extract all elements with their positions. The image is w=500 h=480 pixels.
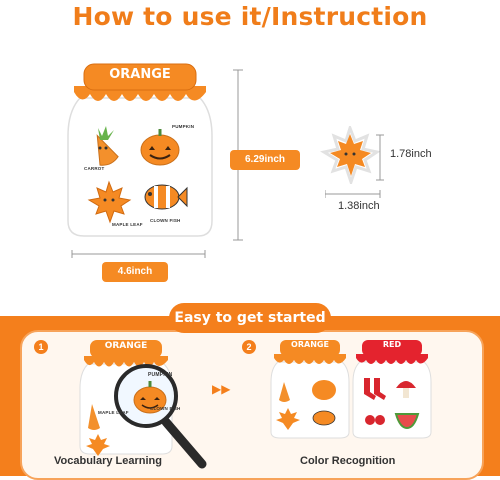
carrot-label: CARROT bbox=[84, 166, 105, 171]
big-jar-label: ORANGE bbox=[109, 67, 171, 82]
step2-orange-label: ORANGE bbox=[291, 340, 329, 349]
step-1-badge: 1 bbox=[34, 340, 48, 354]
caption-vocabulary: Vocabulary Learning bbox=[54, 455, 162, 467]
step-2-badge: 2 bbox=[242, 340, 256, 354]
arrow-icon: ▶▶ bbox=[212, 382, 231, 396]
step2-red-jar bbox=[350, 338, 434, 440]
page-title: How to use it/Instruction bbox=[72, 2, 428, 31]
leaf-height-label: 1.78inch bbox=[390, 148, 432, 160]
leaf-width-label: 1.38inch bbox=[338, 200, 380, 212]
mag-pumpkin-label: PUMPKIN bbox=[148, 372, 173, 378]
step2-orange-jar bbox=[268, 338, 352, 440]
width-badge: 4.6inch bbox=[102, 262, 168, 282]
mini-leaf-label: MAPLE LEAF bbox=[98, 410, 129, 415]
dimension-lines bbox=[60, 120, 240, 270]
leaf-dimension-lines bbox=[325, 130, 435, 210]
caption-color: Color Recognition bbox=[300, 455, 396, 467]
mag-fish-label: CLOWN FISH bbox=[150, 406, 181, 411]
height-badge: 6.29inch bbox=[230, 150, 300, 170]
clown-fish-label: CLOWN FISH bbox=[150, 218, 181, 223]
pumpkin-label: PUMPKIN bbox=[172, 124, 195, 129]
section-heading: Easy to get started bbox=[169, 303, 331, 333]
step1-jar-label: ORANGE bbox=[104, 341, 148, 351]
step2-red-label: RED bbox=[382, 340, 402, 349]
maple-leaf-label: MAPLE LEAF bbox=[112, 222, 143, 227]
